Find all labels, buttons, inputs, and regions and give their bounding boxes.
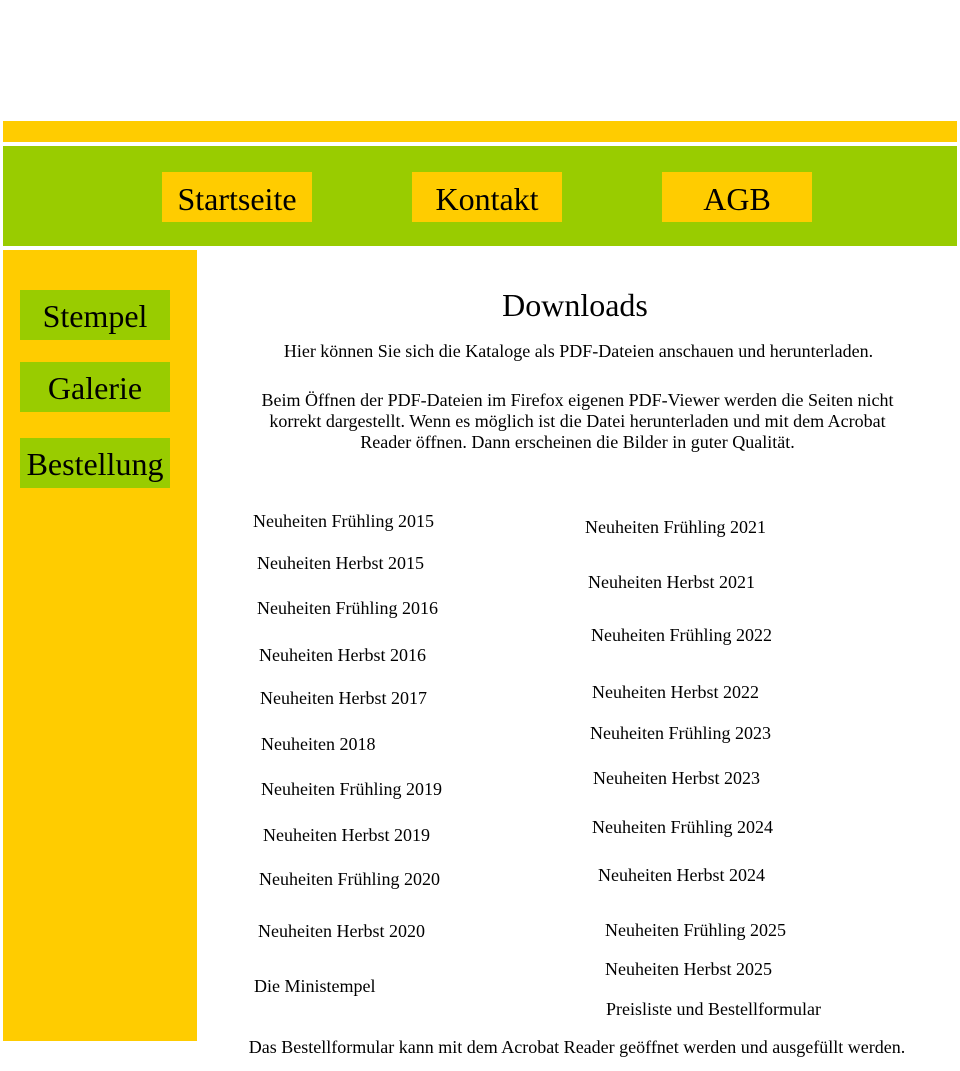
download-link-herbst-2023[interactable]: Neuheiten Herbst 2023 [593, 768, 760, 788]
download-link-herbst-2024[interactable]: Neuheiten Herbst 2024 [598, 865, 765, 885]
download-link-fruehling-2020[interactable]: Neuheiten Frühling 2020 [259, 869, 440, 889]
sidebar [3, 250, 197, 1041]
download-link-fruehling-2025[interactable]: Neuheiten Frühling 2025 [605, 920, 786, 940]
sidebar-item-galerie[interactable]: Galerie [20, 362, 170, 412]
download-link-fruehling-2023[interactable]: Neuheiten Frühling 2023 [590, 723, 771, 743]
nav-kontakt-button[interactable]: Kontakt [412, 172, 562, 222]
download-link-herbst-2025[interactable]: Neuheiten Herbst 2025 [605, 959, 772, 979]
download-link-2018[interactable]: Neuheiten 2018 [261, 734, 376, 754]
download-link-fruehling-2024[interactable]: Neuheiten Frühling 2024 [592, 817, 773, 837]
download-link-herbst-2020[interactable]: Neuheiten Herbst 2020 [258, 921, 425, 941]
firefox-note: Beim Öffnen der PDF-Dateien im Firefox eigenen PDF-Viewer werden die Seiten nicht korrekt dargestellt. Wenn es möglich ist die Datei herunterladen und mit dem Acrobat Reader öffnen. Dann erscheinen die Bilder in guter Qualität. [261, 390, 894, 452]
download-link-preisliste-bestellformular[interactable]: Preisliste und Bestellformular [606, 999, 821, 1019]
download-link-herbst-2022[interactable]: Neuheiten Herbst 2022 [592, 682, 759, 702]
nav-startseite-button[interactable]: Startseite [162, 172, 312, 222]
intro-text: Hier können Sie sich die Kataloge als PDF-Dateien anschauen und herunterladen. [283, 341, 874, 361]
download-link-fruehling-2021[interactable]: Neuheiten Frühling 2021 [585, 517, 766, 537]
top-navigation [3, 146, 957, 246]
download-link-fruehling-2022[interactable]: Neuheiten Frühling 2022 [591, 625, 772, 645]
download-link-fruehling-2019[interactable]: Neuheiten Frühling 2019 [261, 779, 442, 799]
sidebar-item-bestellung[interactable]: Bestellung [20, 438, 170, 488]
download-link-ministempel[interactable]: Die Ministempel [254, 976, 376, 996]
page-title: Downloads [502, 287, 648, 323]
download-link-fruehling-2016[interactable]: Neuheiten Frühling 2016 [257, 598, 438, 618]
download-link-herbst-2015[interactable]: Neuheiten Herbst 2015 [257, 553, 424, 573]
sidebar-item-stempel[interactable]: Stempel [20, 290, 170, 340]
download-link-herbst-2017[interactable]: Neuheiten Herbst 2017 [260, 688, 427, 708]
order-form-note: Das Bestellformular kann mit dem Acrobat Reader geöffnet werden und ausgefüllt werden. [248, 1037, 906, 1057]
download-link-herbst-2021[interactable]: Neuheiten Herbst 2021 [588, 572, 755, 592]
nav-agb-button[interactable]: AGB [662, 172, 812, 222]
download-link-fruehling-2015[interactable]: Neuheiten Frühling 2015 [253, 511, 434, 531]
top-yellow-bar [3, 121, 957, 142]
download-link-herbst-2019[interactable]: Neuheiten Herbst 2019 [263, 825, 430, 845]
download-link-herbst-2016[interactable]: Neuheiten Herbst 2016 [259, 645, 426, 665]
